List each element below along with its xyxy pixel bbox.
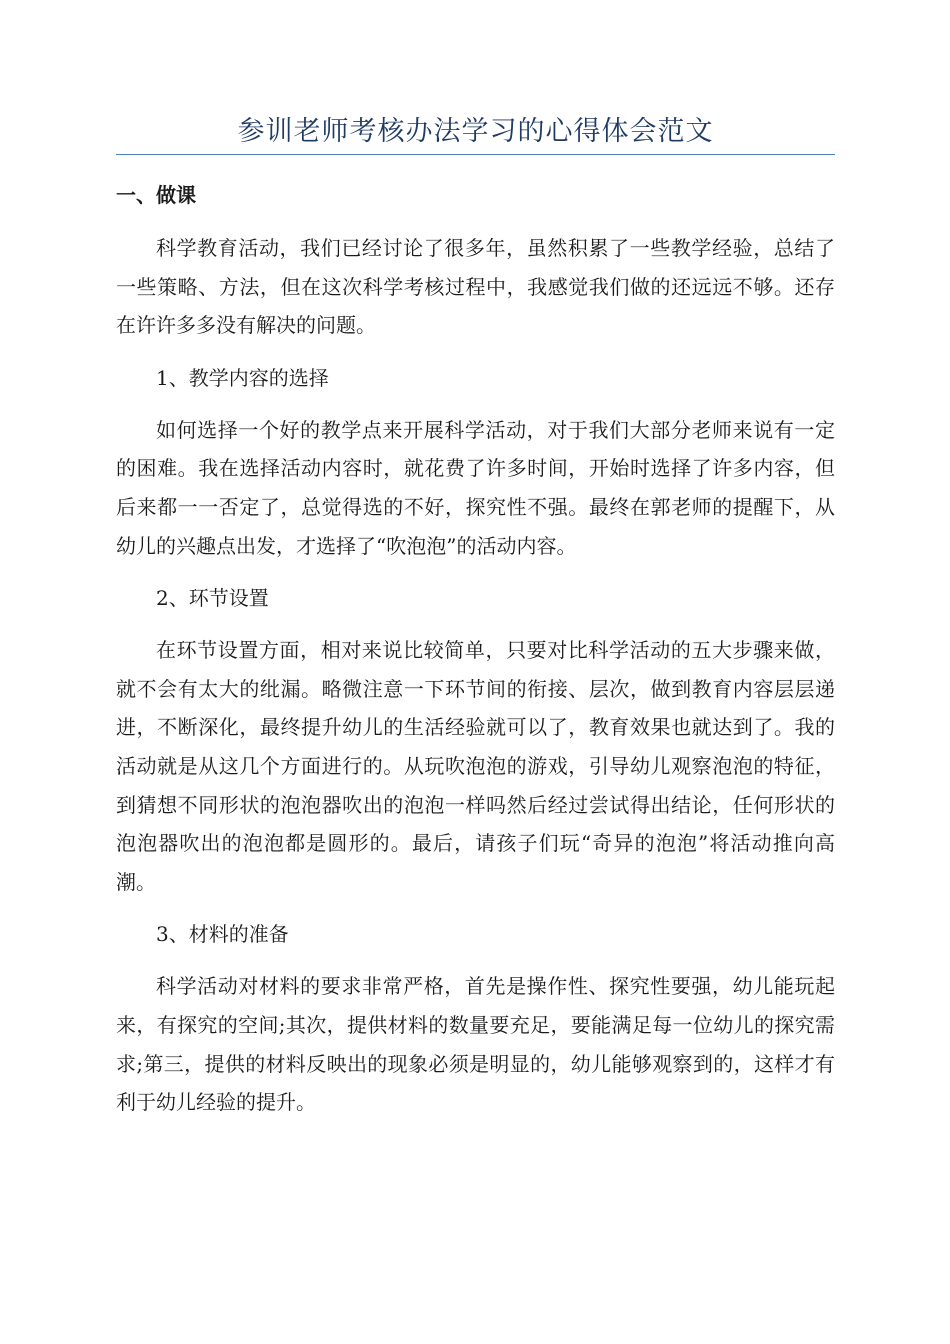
paragraph-session-setup: 在环节设置方面，相对来说比较简单，只要对比科学活动的五大步骤来做，就不会有太大的纰漏。略微注意一下环节间的衔接、层次，做到教育内容层层递进，不断深化，最终提升幼儿的生活经验就可以了，教育效果也就达到了。我的活动就是从这几个方面进行的。从玩吹泡泡的游戏，引导幼儿观察泡泡的特征，到猜想不同形状的泡泡器吹出的泡泡一样吗然后经过尝试得出结论，任何形状的泡泡器吹出的泡泡都是圆形的。最后，请孩子们玩“奇异的泡泡”将活动推向高潮。: [116, 638, 835, 894]
paragraph-intro: 科学教育活动，我们已经讨论了很多年，虽然积累了一些教学经验，总结了一些策略、方法，但在这次科学考核过程中，我感觉我们做的还远远不够。还存在许许多多没有解决的问题。: [116, 236, 835, 338]
subheading-content-selection: 1、教学内容的选择: [156, 365, 329, 390]
subheading-session-setup: 2、环节设置: [156, 586, 269, 611]
document-body: [116, 176, 835, 1136]
section-heading: 一、做课: [116, 183, 196, 207]
page-title: 参训老师考核办法学习的心得体会范文: [237, 116, 714, 147]
title-divider: [116, 154, 835, 155]
subheading-materials: 3、材料的准备: [156, 922, 289, 947]
paragraph-content-selection: 如何选择一个好的教学点来开展科学活动，对于我们大部分老师来说有一定的困难。我在选择活动内容时，就花费了许多时间，开始时选择了许多内容，但后来都一一否定了，总觉得选的不好，探究性不强。最终在郭老师的提醒下，从幼儿的兴趣点出发，才选择了“吹泡泡”的活动内容。: [116, 417, 835, 558]
paragraph-materials: 科学活动对材料的要求非常严格，首先是操作性、探究性要强，幼儿能玩起来，有探究的空间;其次，提供材料的数量要充足，要能满足每一位幼儿的探究需求;第三，提供的材料反映出的现象必须是明显的，幼儿能够观察到的，这样才有利于幼儿经验的提升。: [116, 974, 835, 1115]
